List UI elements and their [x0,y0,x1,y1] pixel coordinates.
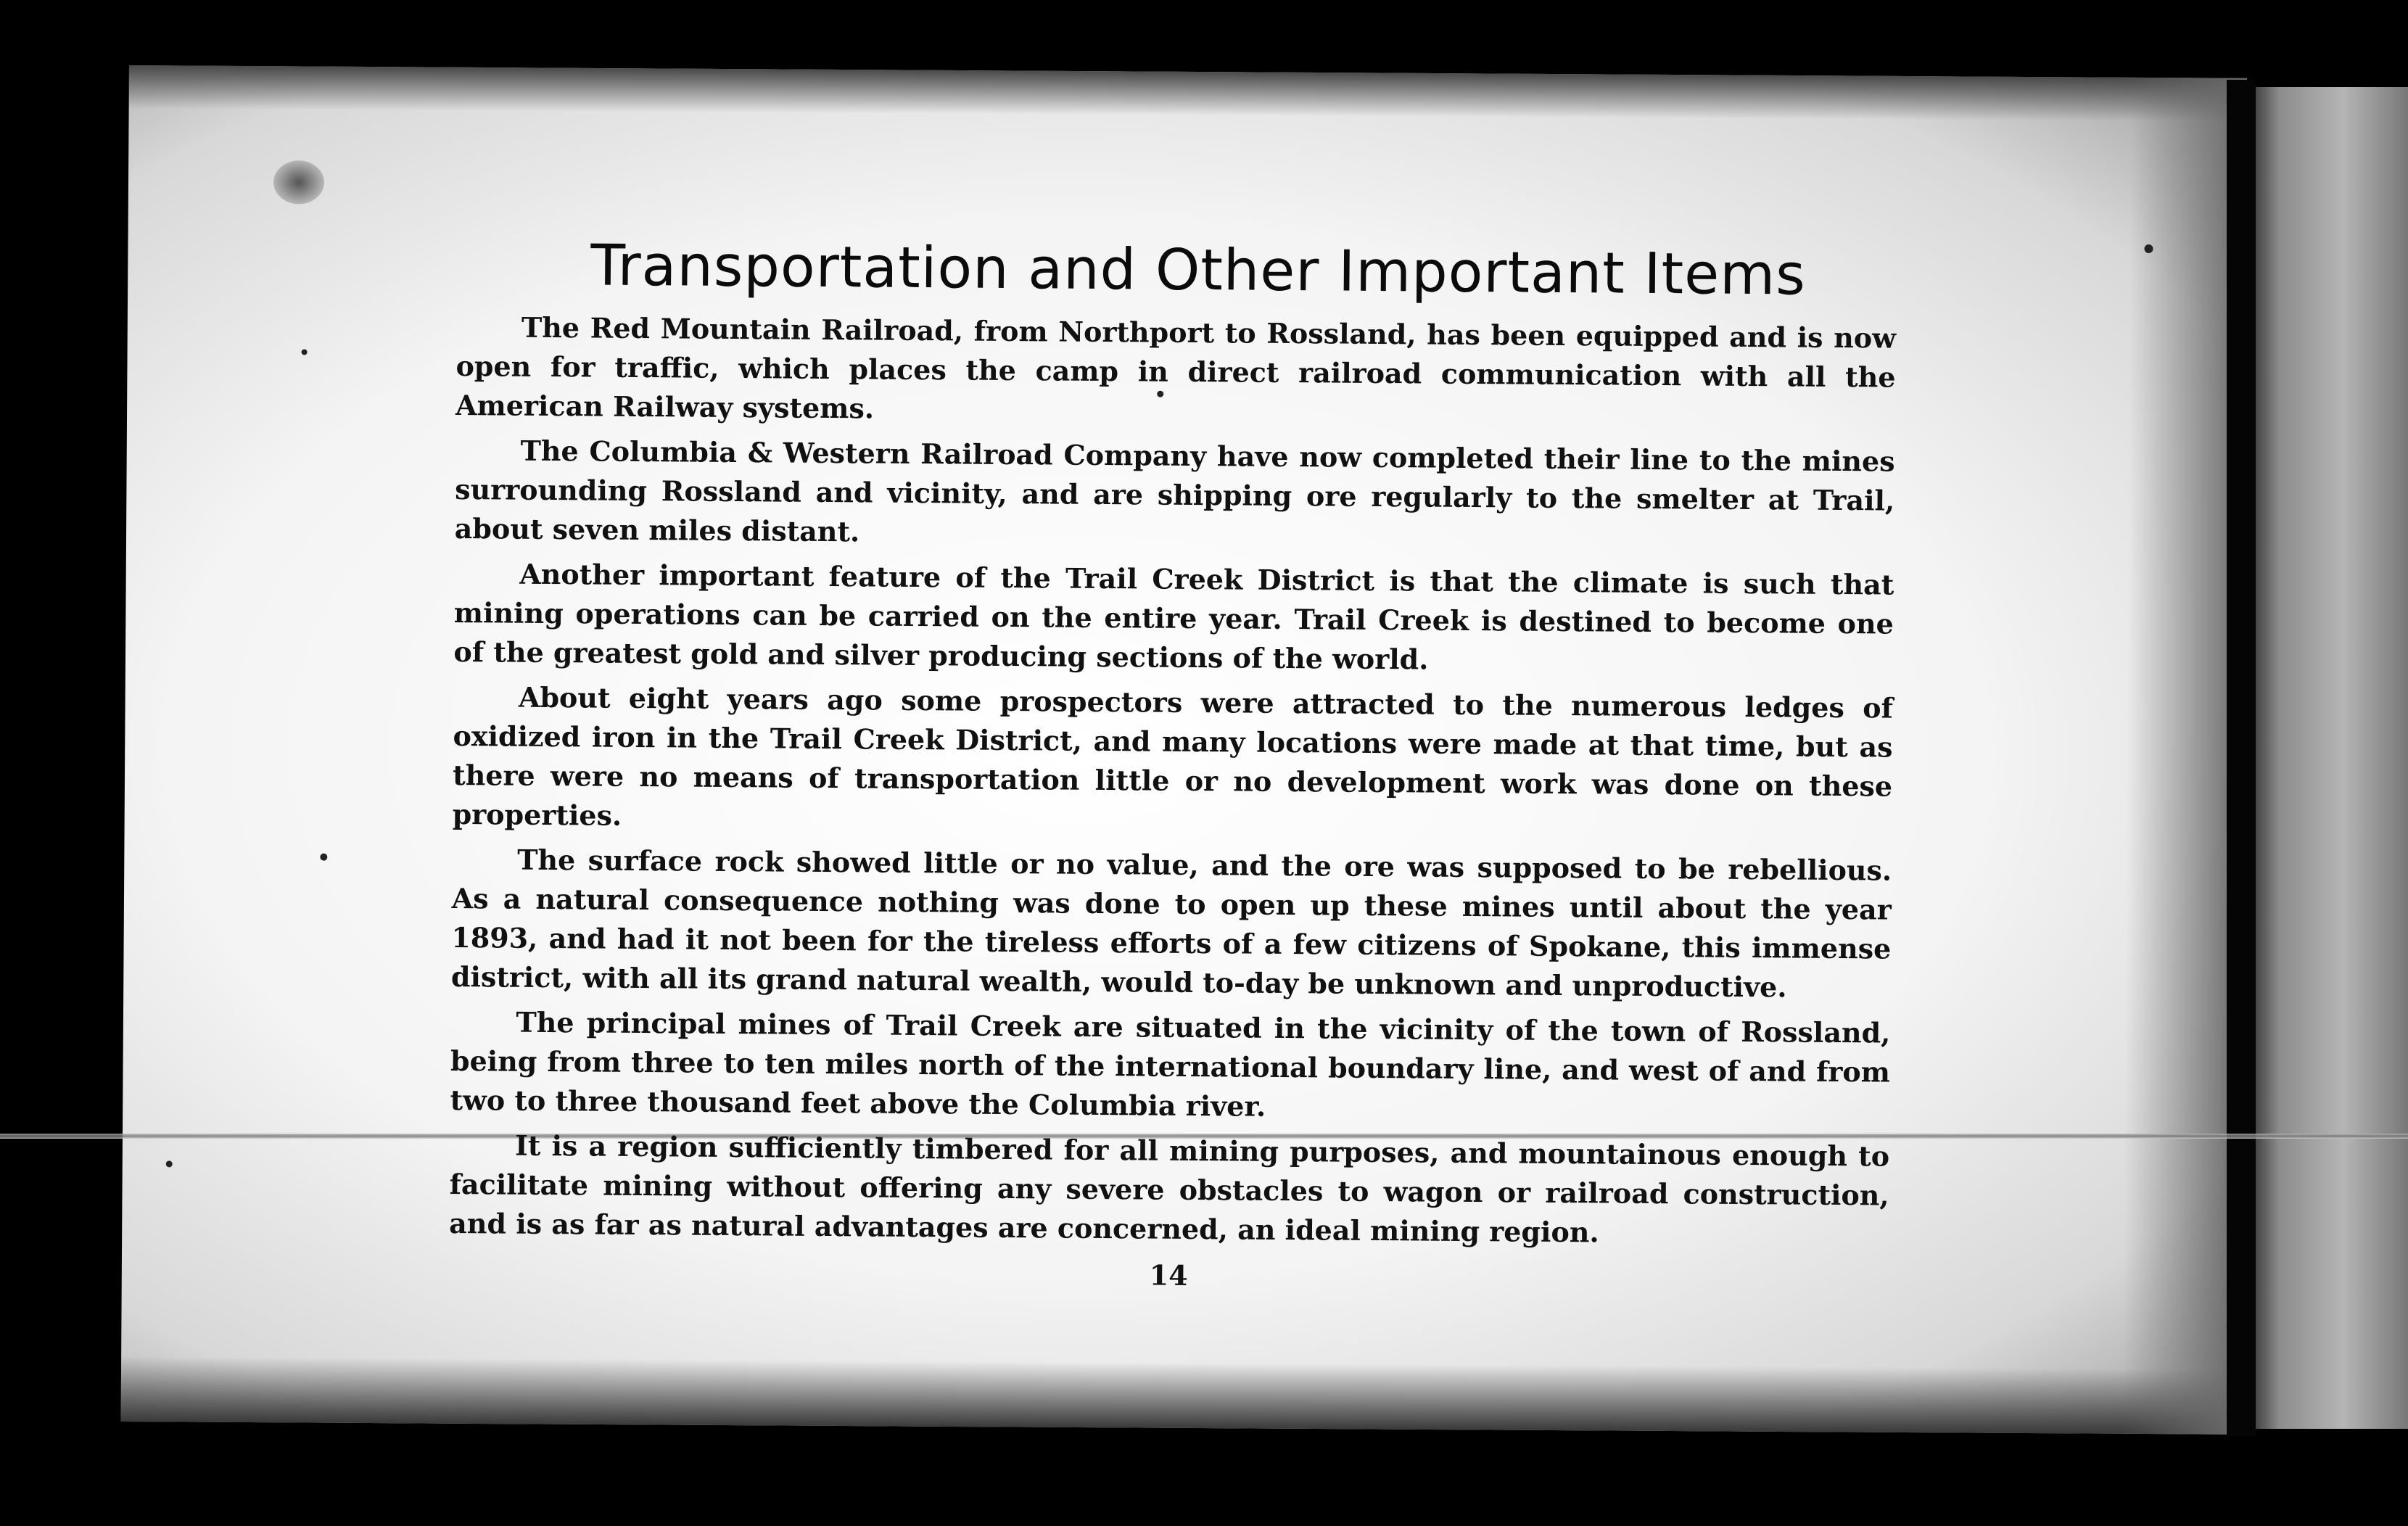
paragraph-columbia-western: The Columbia & Western Railroad Company have now completed their line to the mines surrounding Rossland and vicinity, and are shipping ore regularly to the smelter at Trail, about seven miles distant. [454,434,1895,548]
paragraph-surface-rock: The surface rock showed little or no value, and the ore was supposed to be rebellious. As a natural consequence nothing was done to open up these mines until about the year 1893, and had it not been for the tireless efforts of a few citizens of Spokane, this immense district, with all its grand natural wealth, would to-day be unknown and unproductive. [450,843,1892,1004]
page-title: Transportation and Other Important Items [590,233,1807,308]
paragraph-principal-mines: The principal mines of Trail Creek are situated in the vicinity of the town of Rossland, being from three to ten miles north of the international boundary line, and west of and from two to three thousand feet above the Columbia river. [450,1005,1891,1123]
paragraph-red-mountain-railroad: The Red Mountain Railroad, from Northport to Rossland, has been equipped and is now open for traffic, which places the camp in direct railroad communication with all the American Railway systems. [455,310,1897,425]
paragraph-timbered-region: It is a region sufficiently timbered for all mining purposes, and mountainous enough to facilitate mining without offering any severe obstacles to wagon or railroad construction, and is as far as natural advantages are concerned, an ideal mining region. [449,1129,1890,1249]
page-number: 14 [1149,1258,1188,1292]
speck-mark [320,854,327,861]
adjacent-page-edge [2247,87,2408,1429]
speck-mark [302,349,308,355]
page-bottom-shadow [121,1356,2239,1435]
speck-mark [2144,244,2153,253]
page-top-shadow [129,65,2247,122]
page-content [449,232,1897,1298]
paragraph-climate: Another important feature of the Trail Creek District is that the climate is such that mining operations can be carried on the entire year. Trail Creek is destined to become one of the greatest gold and silver producing sections of the world. [453,557,1894,676]
smudge-mark [273,160,324,204]
paragraph-prospectors: About eight years ago some prospectors were attracted to the numerous ledges of oxidized iron in the Trail Creek District, and many locations were made at that time, but as there were no means of transportation little or no development work was done on these properties. [452,680,1894,832]
speck-mark [166,1160,173,1167]
page-gutter [2227,80,2256,1436]
